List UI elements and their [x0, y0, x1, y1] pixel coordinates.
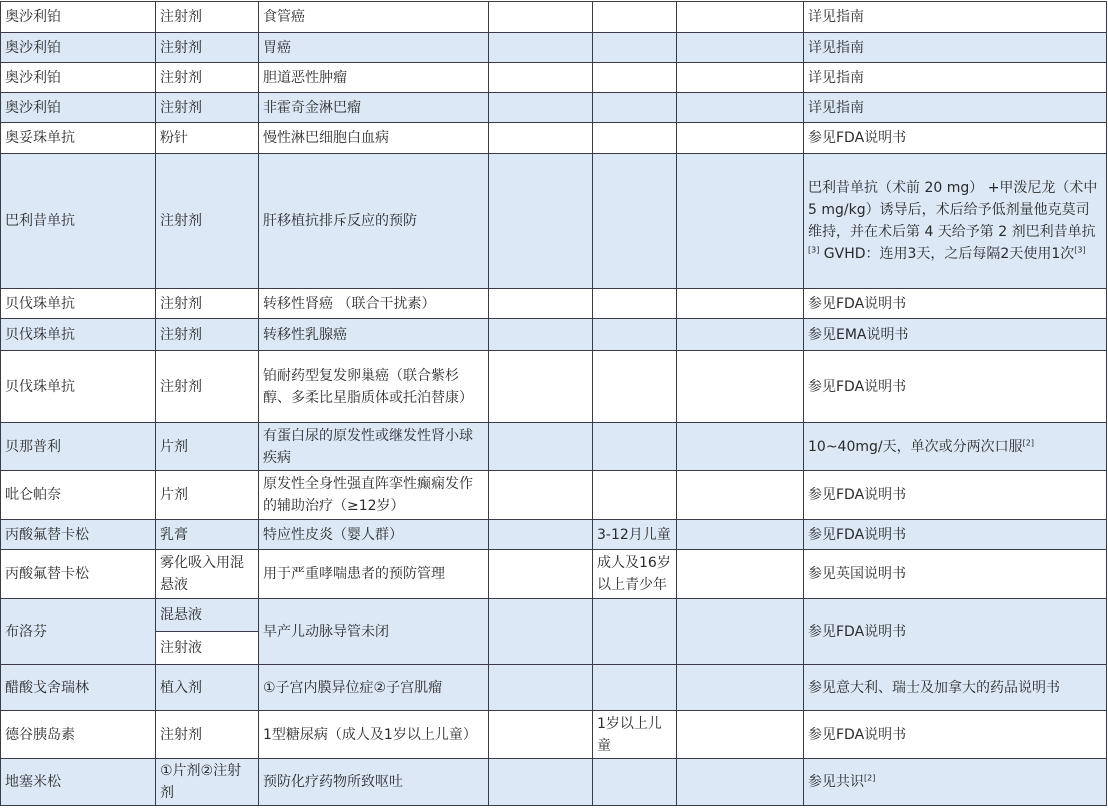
- citation-mark: [3]: [808, 245, 820, 255]
- reference-cell: 参见意大利、瑞士及加拿大的药品说明书: [804, 665, 1107, 711]
- drug-name-cell: 丙酸氟替卡松: [1, 550, 156, 599]
- population-cell: [593, 289, 677, 319]
- table-row: [1, 93, 1107, 123]
- table-row: [1, 665, 1107, 711]
- dosage-form-cell: 注射剂: [156, 351, 259, 423]
- dosage-form-cell: 注射剂: [156, 289, 259, 319]
- reference-cell: 参见FDA说明书: [804, 711, 1107, 759]
- reference-cell: 详见指南: [804, 63, 1107, 93]
- empty-cell: [489, 520, 593, 550]
- reference-cell: 详见指南: [804, 93, 1107, 123]
- empty-cell: [489, 550, 593, 599]
- empty-cell: [489, 599, 593, 665]
- empty-cell: [677, 351, 804, 423]
- dosage-form-cell: 片剂: [156, 423, 259, 471]
- indication-cell: 肝移植抗排斥反应的预防: [259, 154, 489, 289]
- table-row: [1, 599, 1107, 632]
- table-row: [1, 319, 1107, 351]
- drug-name-cell: 醋酸戈舍瑞林: [1, 665, 156, 711]
- table-row: [1, 289, 1107, 319]
- table-row: [1, 471, 1107, 520]
- reference-cell: 参见FDA说明书: [804, 123, 1107, 154]
- dosage-form-cell: 注射剂: [156, 33, 259, 63]
- dosage-form-cell: 片剂: [156, 471, 259, 520]
- empty-cell: [677, 319, 804, 351]
- table-row: [1, 2, 1107, 33]
- drug-name-cell: 吡仑帕奈: [1, 471, 156, 520]
- indication-cell: 胆道恶性肿瘤: [259, 63, 489, 93]
- empty-cell: [677, 123, 804, 154]
- drug-name-cell: 奥沙利铂: [1, 93, 156, 123]
- drug-name-cell: 巴利昔单抗: [1, 154, 156, 289]
- empty-cell: [677, 93, 804, 123]
- dosage-text: 10~40mg/天，单次或分两次口服: [808, 438, 1023, 455]
- reference-cell: 详见指南: [804, 2, 1107, 33]
- empty-cell: [677, 550, 804, 599]
- empty-cell: [489, 665, 593, 711]
- table-row: [1, 423, 1107, 471]
- indication-cell: 转移性肾癌 （联合干扰素）: [259, 289, 489, 319]
- dosage-form-cell: 注射剂: [156, 319, 259, 351]
- empty-cell: [489, 33, 593, 63]
- drug-name-cell: 奥沙利铂: [1, 2, 156, 33]
- reference-cell: [804, 423, 1107, 471]
- empty-cell: [489, 423, 593, 471]
- drug-name-cell: 奥妥珠单抗: [1, 123, 156, 154]
- indication-cell: 早产儿动脉导管未闭: [259, 599, 489, 665]
- dosage-form-cell: 注射剂: [156, 93, 259, 123]
- empty-cell: [489, 2, 593, 33]
- empty-cell: [677, 471, 804, 520]
- empty-cell: [677, 289, 804, 319]
- dosage-form-cell: 混悬液: [156, 599, 259, 632]
- reference-cell: 参见英国说明书: [804, 550, 1107, 599]
- reference-cell: 参见EMA说明书: [804, 319, 1107, 351]
- indication-cell: 用于严重哮喘患者的预防管理: [259, 550, 489, 599]
- population-cell: [593, 93, 677, 123]
- population-cell: [593, 33, 677, 63]
- population-cell: [593, 351, 677, 423]
- indication-cell: 慢性淋巴细胞白血病: [259, 123, 489, 154]
- indication-cell: 有蛋白尿的原发性或继发性肾小球疾病: [259, 423, 489, 471]
- reference-cell: [804, 759, 1107, 806]
- empty-cell: [489, 319, 593, 351]
- table-row: [1, 520, 1107, 550]
- reference-text: 参见共识: [808, 774, 864, 790]
- table-row: [1, 123, 1107, 154]
- table-row: [1, 154, 1107, 289]
- indication-cell: 胃癌: [259, 33, 489, 63]
- indication-cell: 1型糖尿病（成人及1岁以上儿童）: [259, 711, 489, 759]
- indication-cell: 铂耐药型复发卵巢癌（联合紫杉醇、多柔比星脂质体或托泊替康）: [259, 351, 489, 423]
- empty-cell: [677, 33, 804, 63]
- dosage-form-cell: 注射剂: [156, 2, 259, 33]
- citation-mark: [2]: [864, 773, 876, 783]
- empty-cell: [677, 520, 804, 550]
- dosage-text: GVHD：连用3天，之后每隔2天使用1次: [819, 246, 1075, 262]
- drug-name-cell: 贝伐珠单抗: [1, 351, 156, 423]
- population-cell: [593, 2, 677, 33]
- reference-cell: 参见FDA说明书: [804, 471, 1107, 520]
- empty-cell: [489, 759, 593, 806]
- table-row: [1, 550, 1107, 599]
- population-cell: [593, 471, 677, 520]
- reference-cell: 参见FDA说明书: [804, 520, 1107, 550]
- empty-cell: [489, 471, 593, 520]
- indication-cell: 食管癌: [259, 2, 489, 33]
- dosage-form-cell: ①片剂②注射剂: [156, 759, 259, 806]
- indication-cell: 预防化疗药物所致呕吐: [259, 759, 489, 806]
- empty-cell: [489, 123, 593, 154]
- reference-cell: 参见FDA说明书: [804, 289, 1107, 319]
- drug-name-cell: 贝那普利: [1, 423, 156, 471]
- indication-cell: 转移性乳腺癌: [259, 319, 489, 351]
- table-row: [1, 63, 1107, 93]
- empty-cell: [677, 423, 804, 471]
- empty-cell: [489, 154, 593, 289]
- drug-name-cell: 德谷胰岛素: [1, 711, 156, 759]
- dosage-form-cell: 雾化吸入用混悬液: [156, 550, 259, 599]
- reference-cell: 参见FDA说明书: [804, 599, 1107, 665]
- table-row: [1, 33, 1107, 63]
- drug-name-cell: 布洛芬: [1, 599, 156, 665]
- empty-cell: [677, 154, 804, 289]
- indication-cell: 原发性全身性强直阵挛性癫痫发作的辅助治疗（≥12岁）: [259, 471, 489, 520]
- table-row: [1, 711, 1107, 759]
- citation-mark: [3]: [1074, 245, 1086, 255]
- empty-cell: [489, 289, 593, 319]
- dosage-form-cell: 注射液: [156, 632, 259, 665]
- population-cell: [593, 63, 677, 93]
- population-cell: [593, 423, 677, 471]
- population-cell: 成人及16岁以上青少年: [593, 550, 677, 599]
- drug-name-cell: 奥沙利铂: [1, 33, 156, 63]
- population-cell: [593, 599, 677, 665]
- indication-cell: 特应性皮炎（婴人群）: [259, 520, 489, 550]
- drug-name-cell: 地塞米松: [1, 759, 156, 806]
- dosage-text: 巴利昔单抗（术前 20 mg） +甲泼尼龙（术中 5 mg/kg）诱导后，术后给予低剂量他克莫司维持，并在术后第 4 天给予第 2 剂巴利昔单抗: [808, 180, 1098, 240]
- empty-cell: [677, 759, 804, 806]
- empty-cell: [489, 351, 593, 423]
- empty-cell: [677, 2, 804, 33]
- dosage-form-cell: 注射剂: [156, 711, 259, 759]
- drug-name-cell: 丙酸氟替卡松: [1, 520, 156, 550]
- empty-cell: [489, 93, 593, 123]
- table-row: [1, 351, 1107, 423]
- population-cell: 1岁以上儿童: [593, 711, 677, 759]
- reference-cell: [804, 154, 1107, 289]
- drug-name-cell: 贝伐珠单抗: [1, 289, 156, 319]
- empty-cell: [489, 63, 593, 93]
- population-cell: [593, 759, 677, 806]
- dosage-form-cell: 注射剂: [156, 154, 259, 289]
- population-cell: 3-12月儿童: [593, 520, 677, 550]
- citation-mark: [2]: [1022, 437, 1034, 447]
- drug-indication-table: [0, 1, 1107, 806]
- table-row: [1, 759, 1107, 806]
- dosage-form-cell: 植入剂: [156, 665, 259, 711]
- reference-cell: 参见FDA说明书: [804, 351, 1107, 423]
- dosage-form-cell: 粉针: [156, 123, 259, 154]
- empty-cell: [677, 63, 804, 93]
- drug-name-cell: 奥沙利铂: [1, 63, 156, 93]
- empty-cell: [489, 711, 593, 759]
- indication-cell: ①子宫内膜异位症②子宫肌瘤: [259, 665, 489, 711]
- empty-cell: [677, 665, 804, 711]
- empty-cell: [677, 711, 804, 759]
- population-cell: [593, 154, 677, 289]
- dosage-form-cell: 注射剂: [156, 63, 259, 93]
- reference-cell: 详见指南: [804, 33, 1107, 63]
- empty-cell: [677, 599, 804, 665]
- dosage-form-cell: 乳膏: [156, 520, 259, 550]
- population-cell: [593, 665, 677, 711]
- population-cell: [593, 319, 677, 351]
- drug-name-cell: 贝伐珠单抗: [1, 319, 156, 351]
- indication-cell: 非霍奇金淋巴瘤: [259, 93, 489, 123]
- population-cell: [593, 123, 677, 154]
